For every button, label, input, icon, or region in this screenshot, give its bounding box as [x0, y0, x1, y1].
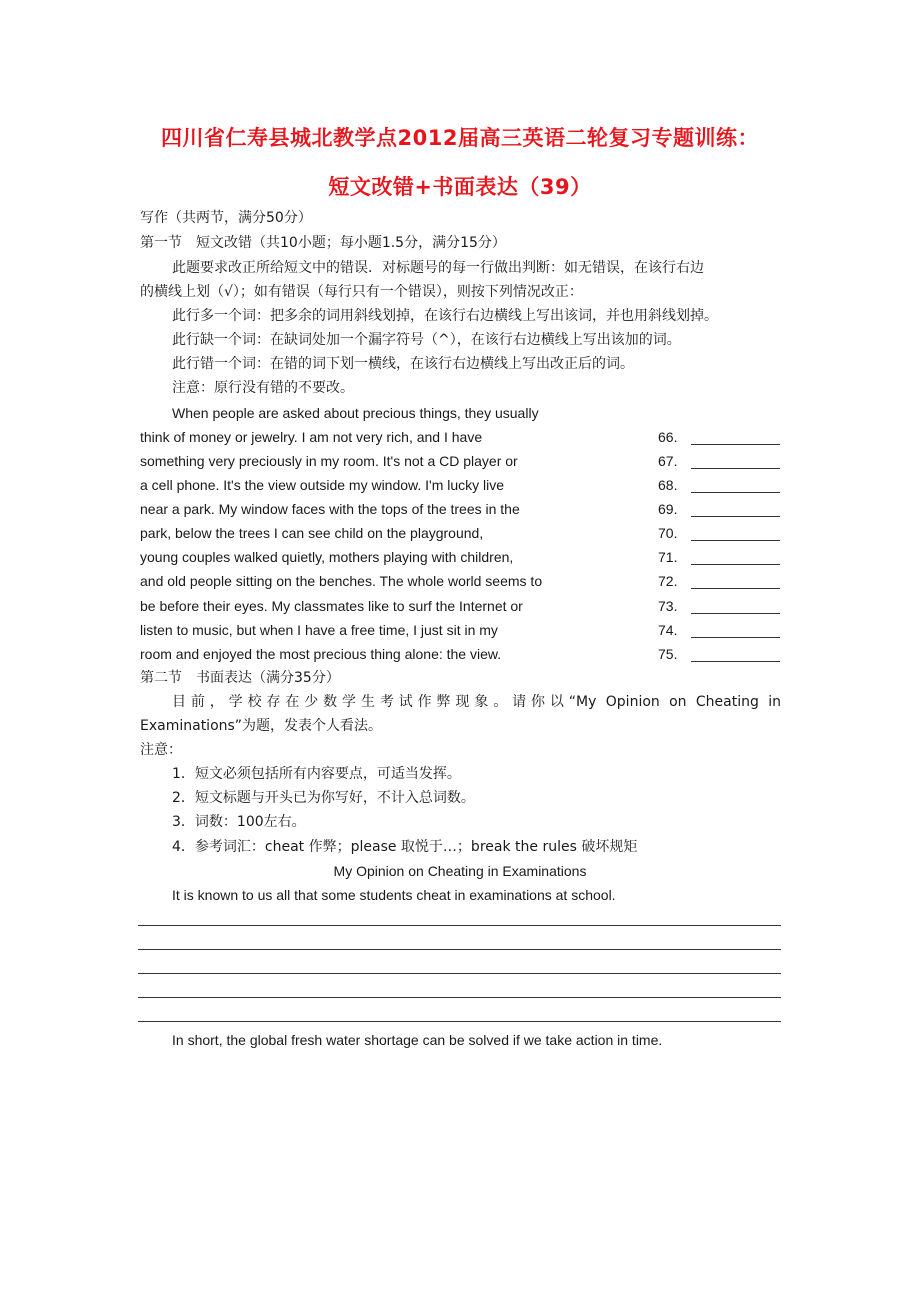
answer-blank[interactable] [691, 540, 780, 541]
prompt-line: Examinations”为题，发表个人看法。 [140, 718, 383, 734]
question-number: 75. [658, 646, 678, 662]
passage-line: room and enjoyed the most precious thing alone: the view. [140, 646, 502, 662]
passage-line: something very preciously in my room. It's not a CD player or [140, 453, 518, 469]
prompt-line: 目前，学校存在少数学生考试作弊现象。请你以“My Opinion on Cheating in [172, 694, 781, 710]
essay-closing: In short, the global fresh water shortage can be solved if we take action in time. [172, 1032, 663, 1048]
notes-label: 注意： [140, 742, 182, 758]
essay-title: My Opinion on Cheating in Examinations [333, 863, 587, 879]
question-number: 67. [658, 453, 678, 469]
question-number: 68. [658, 477, 678, 493]
passage-line: listen to music, but when I have a free time, I just sit in my [140, 622, 498, 638]
document-title-line1: 四川省仁寿县城北教学点2012届高三英语二轮复习专题训练： [161, 126, 759, 150]
question-number: 74. [658, 622, 678, 638]
note-item: 2．短文标题与开头已为你写好，不计入总词数。 [172, 790, 475, 806]
question-number: 69. [658, 501, 678, 517]
writing-line[interactable] [138, 949, 781, 950]
note-item: 4．参考词汇：cheat 作弊；please 取悦于…；break the rules 破坏规矩 [172, 839, 638, 855]
section1-heading: 第一节 短文改错（共10小题；每小题1.5分，满分15分） [140, 235, 506, 251]
writing-line[interactable] [138, 1021, 781, 1022]
answer-blank[interactable] [691, 444, 780, 445]
document-title-line2: 短文改错+书面表达（39） [328, 175, 592, 199]
answer-blank[interactable] [691, 492, 780, 493]
essay-opening: It is known to us all that some students cheat in examinations at school. [172, 887, 616, 903]
answer-blank[interactable] [691, 564, 780, 565]
passage-line: be before their eyes. My classmates like to surf the Internet or [140, 598, 523, 614]
instruction-note: 注意：原行没有错的不要改。 [172, 380, 354, 396]
answer-blank[interactable] [691, 661, 780, 662]
answer-blank[interactable] [691, 637, 780, 638]
instruction-line: 的横线上划（√）；如有错误（每行只有一个错误），则按下列情况改正： [140, 284, 583, 300]
instruction-extra-word: 此行多一个词：把多余的词用斜线划掉，在该行右边横线上写出该词，并也用斜线划掉。 [172, 308, 718, 324]
question-number: 72. [658, 573, 678, 589]
passage-line: near a park. My window faces with the tops of the trees in the [140, 501, 520, 517]
instruction-line: 此题要求改正所给短文中的错误．对标题号的每一行做出判断：如无错误，在该行右边 [172, 260, 704, 276]
writing-line[interactable] [138, 925, 781, 926]
section2-heading: 第二节 书面表达（满分35分） [140, 670, 340, 686]
passage-line: young couples walked quietly, mothers playing with children, [140, 549, 514, 565]
note-item: 3．词数：100左右。 [172, 814, 306, 830]
answer-blank[interactable] [691, 588, 780, 589]
question-number: 70. [658, 525, 678, 541]
answer-blank[interactable] [691, 468, 780, 469]
writing-heading: 写作（共两节，满分50分） [140, 210, 312, 226]
question-number: 73. [658, 598, 678, 614]
passage-line: and old people sitting on the benches. The whole world seems to [140, 573, 543, 589]
instruction-missing-word: 此行缺一个词：在缺词处加一个漏字符号（^），在该行右边横线上写出该加的词。 [172, 332, 681, 348]
instruction-wrong-word: 此行错一个词：在错的词下划一横线，在该行右边横线上写出改正后的词。 [172, 356, 634, 372]
answer-blank[interactable] [691, 516, 780, 517]
writing-line[interactable] [138, 973, 781, 974]
passage-line: park, below the trees I can see child on the playground, [140, 525, 484, 541]
writing-line[interactable] [138, 997, 781, 998]
answer-blank[interactable] [691, 613, 780, 614]
question-number: 71. [658, 549, 678, 565]
passage-line: a cell phone. It's the view outside my window. I'm lucky live [140, 477, 505, 493]
question-number: 66. [658, 429, 678, 445]
passage-line: think of money or jewelry. I am not very rich, and I have [140, 429, 483, 445]
note-item: 1．短文必须包括所有内容要点，可适当发挥。 [172, 766, 461, 782]
passage-first-line: When people are asked about precious things, they usually [172, 405, 539, 421]
